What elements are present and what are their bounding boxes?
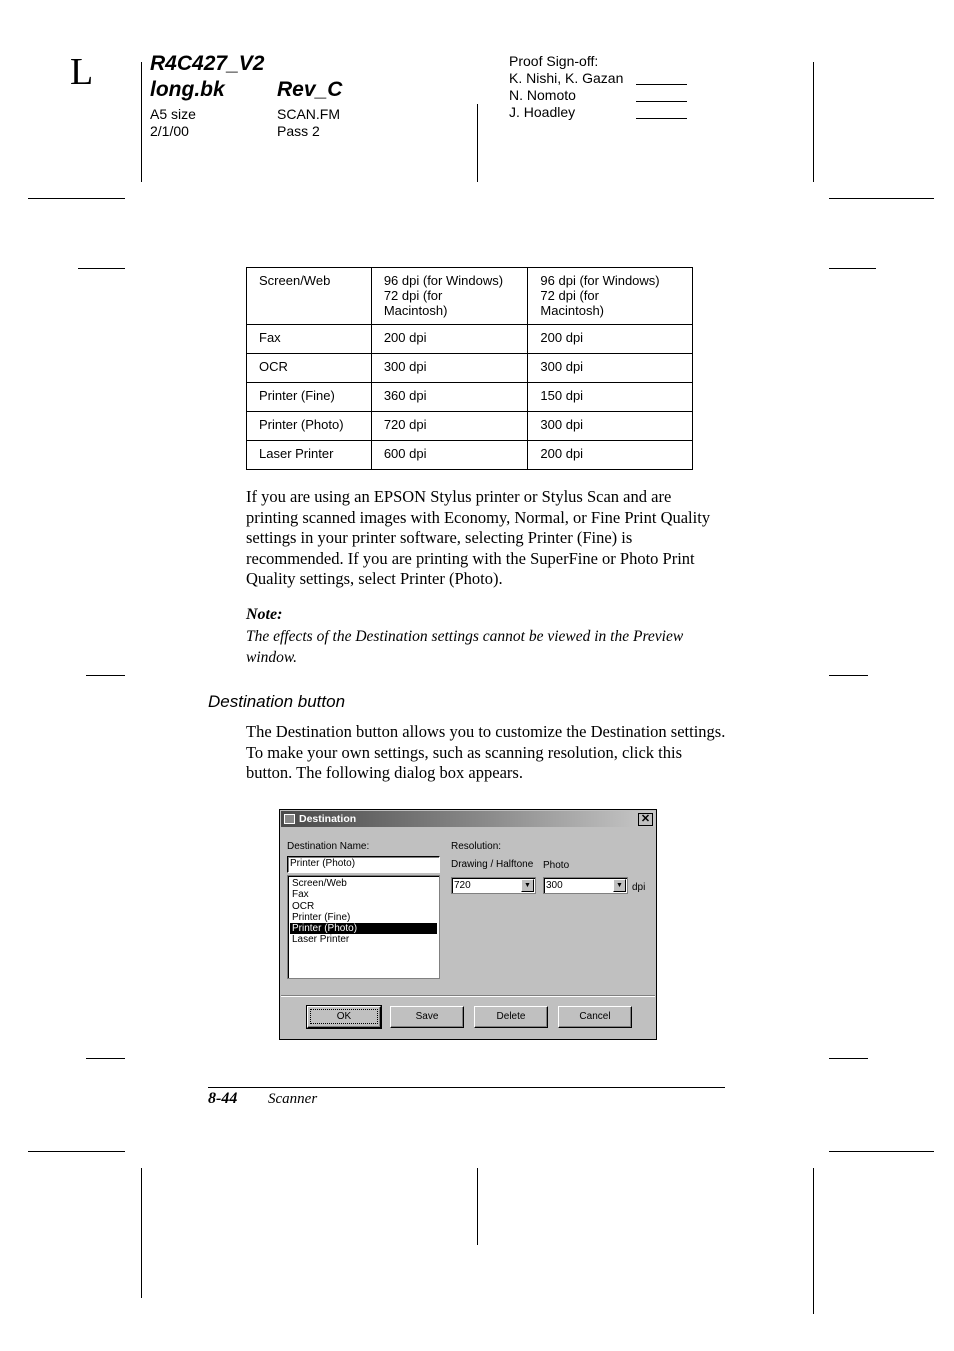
crop-mark bbox=[28, 1151, 125, 1152]
dpi-unit: dpi bbox=[632, 882, 646, 893]
table-cell: 96 dpi (for Windows) 72 dpi (for Macintosh) bbox=[528, 268, 693, 325]
note-label: Note: bbox=[246, 606, 283, 623]
signature-line bbox=[636, 90, 687, 102]
page-number: 8-44 bbox=[208, 1090, 238, 1107]
table-cell: Screen/Web bbox=[247, 268, 372, 325]
book-name: long.bk bbox=[150, 78, 225, 101]
crop-mark bbox=[477, 1168, 478, 1245]
resolution-table bbox=[246, 267, 693, 470]
table-row bbox=[247, 412, 693, 441]
table-cell: Fax bbox=[247, 325, 372, 354]
list-item[interactable]: Screen/Web bbox=[292, 878, 347, 889]
pass-number: Pass 2 bbox=[277, 123, 320, 139]
crop-mark bbox=[829, 1151, 934, 1152]
list-item[interactable]: OCR bbox=[292, 900, 315, 912]
dialog-title: Destination bbox=[299, 813, 357, 825]
footer-rule bbox=[208, 1087, 725, 1088]
chapter-title: Scanner bbox=[268, 1091, 318, 1107]
crop-mark bbox=[813, 1168, 814, 1314]
save-button[interactable]: Save bbox=[390, 1006, 464, 1028]
table-cell: 360 dpi bbox=[371, 383, 528, 412]
section-heading: Destination button bbox=[208, 692, 346, 711]
table-cell: 200 dpi bbox=[528, 325, 693, 354]
drawing-halftone-label: Drawing / Halftone bbox=[451, 859, 534, 870]
paragraph: The Destination button allows you to customize the Destination settings. To make your own settings, such as scanning resolution, click this button. The following dialog box appears. bbox=[246, 722, 726, 782]
page-size: A5 size bbox=[150, 106, 196, 122]
table-row bbox=[247, 354, 693, 383]
table-cell: 200 dpi bbox=[371, 325, 528, 354]
ok-button[interactable]: OK bbox=[307, 1006, 381, 1028]
photo-label: Photo bbox=[543, 860, 570, 871]
crop-mark bbox=[141, 62, 142, 182]
delete-button[interactable]: Delete bbox=[474, 1006, 548, 1028]
crop-mark bbox=[829, 675, 868, 676]
crop-mark bbox=[829, 268, 876, 269]
close-icon[interactable]: ✕ bbox=[638, 813, 653, 826]
table-row bbox=[247, 441, 693, 470]
table-cell: 600 dpi bbox=[371, 441, 528, 470]
crop-mark bbox=[141, 1168, 142, 1298]
table-row bbox=[247, 383, 693, 412]
crop-mark bbox=[86, 1058, 125, 1059]
list-item-selected[interactable]: Printer (Photo) bbox=[290, 923, 437, 934]
crop-mark bbox=[813, 62, 814, 182]
doc-id: R4C427_V2 bbox=[150, 52, 265, 75]
destination-list[interactable] bbox=[287, 875, 440, 979]
table-cell: 300 dpi bbox=[528, 412, 693, 441]
table-row bbox=[247, 325, 693, 354]
table-cell: Laser Printer bbox=[247, 441, 372, 470]
list-item[interactable]: Laser Printer bbox=[292, 934, 350, 946]
drawing-resolution-select[interactable] bbox=[451, 877, 536, 894]
signoff-name: N. Nomoto bbox=[509, 87, 576, 103]
table-cell: 200 dpi bbox=[528, 441, 693, 470]
chevron-down-icon[interactable]: ▼ bbox=[613, 879, 626, 892]
table-cell: 300 dpi bbox=[371, 354, 528, 383]
signoff-name: J. Hoadley bbox=[509, 104, 576, 120]
signature-line bbox=[636, 107, 687, 119]
table-row bbox=[247, 268, 693, 325]
table-cell: 150 dpi bbox=[528, 383, 693, 412]
photo-resolution-value: 300 bbox=[546, 880, 563, 891]
cancel-button[interactable]: Cancel bbox=[558, 1006, 632, 1028]
table-cell: 720 dpi bbox=[371, 412, 528, 441]
destination-name-label: Destination Name: bbox=[287, 841, 370, 852]
signoff-title: Proof Sign-off: bbox=[509, 53, 599, 69]
signature-line bbox=[636, 73, 687, 85]
dialog-titlebar bbox=[281, 811, 655, 827]
table-cell: OCR bbox=[247, 354, 372, 383]
scanner-icon bbox=[284, 814, 295, 824]
crop-mark bbox=[477, 104, 478, 182]
revision: Rev_C bbox=[277, 78, 343, 101]
crop-mark bbox=[78, 268, 125, 269]
resolution-label: Resolution: bbox=[451, 841, 502, 852]
signoff-name: K. Nishi, K. Gazan bbox=[509, 70, 624, 86]
paragraph: If you are using an EPSON Stylus printer or Stylus Scan and are printing scanned images with Economy, Normal, or Fine Print Quality settings in your printer software, selecting Printer (Fine) is recommended. If you are printing with the SuperFine or Photo Print Quality settings, select Printer (Photo). bbox=[246, 487, 711, 588]
list-item[interactable]: Printer (Fine) bbox=[292, 911, 351, 923]
table-cell: Printer (Photo) bbox=[247, 412, 372, 441]
list-item[interactable]: Fax bbox=[292, 889, 309, 901]
crop-mark bbox=[829, 1058, 868, 1059]
destination-name-input[interactable]: Printer (Photo) bbox=[287, 856, 440, 873]
table-cell: 96 dpi (for Windows) 72 dpi (for Macintosh) bbox=[371, 268, 528, 325]
crop-mark bbox=[28, 198, 125, 199]
table-cell: 300 dpi bbox=[528, 354, 693, 383]
crop-mark bbox=[829, 198, 934, 199]
chevron-down-icon[interactable]: ▼ bbox=[521, 879, 534, 892]
doc-date: 2/1/00 bbox=[150, 123, 189, 139]
note-text: The effects of the Destination settings cannot be viewed in the Preview window. bbox=[246, 628, 684, 666]
drawing-resolution-value: 720 bbox=[454, 880, 471, 891]
crop-mark bbox=[86, 675, 125, 676]
corner-letter: L bbox=[70, 51, 94, 93]
destination-dialog bbox=[279, 809, 657, 1040]
table-cell: Printer (Fine) bbox=[247, 383, 372, 412]
photo-resolution-select[interactable] bbox=[543, 877, 628, 894]
file-name: SCAN.FM bbox=[277, 106, 340, 122]
divider bbox=[281, 995, 655, 997]
